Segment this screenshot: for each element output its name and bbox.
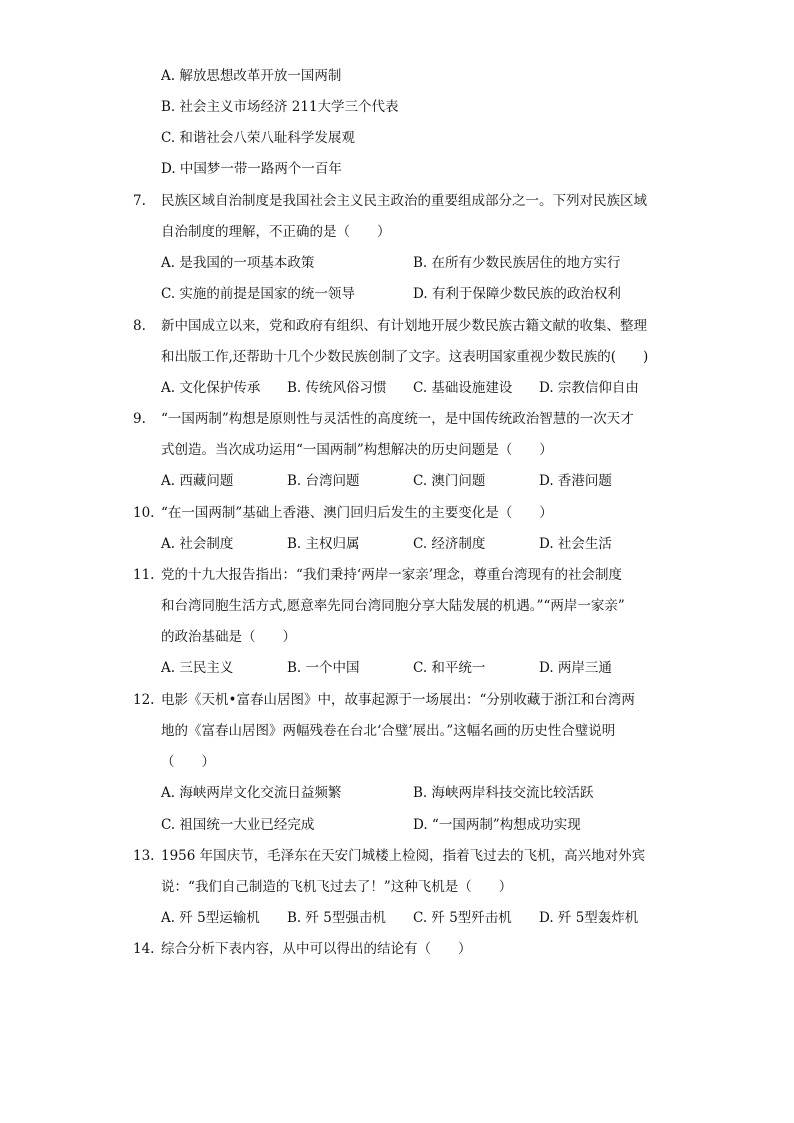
q7-option-d: D. 有利于保障少数民族的政治权利 — [413, 286, 621, 302]
q10-option-a: A. 社会制度 — [161, 536, 234, 552]
q7-option-a: A. 是我国的一项基本政策 — [161, 255, 315, 271]
q13-option-a: A. 歼 5型运输机 — [161, 910, 260, 926]
q12-stem-line-3: （ ） — [161, 754, 215, 770]
q9-stem-line-1: “一国两制”构想是原则性与灵活性的高度统一，是中国传统政治智慧的一次天才 — [161, 411, 634, 427]
q12-stem-line-1: 电影《天机•富春山居图》中，故事起源于一场展出：“分别收藏于浙江和台湾两 — [161, 692, 635, 708]
q8-stem-line-1: 新中国成立以来，党和政府有组织、有计划地开展少数民族古籍文献的收集、整理 — [161, 318, 647, 334]
q11-option-c: C. 和平统一 — [413, 660, 486, 676]
q11-stem-line-2: 和台湾同胞生活方式,愿意率先同台湾同胞分享大陆发展的机遇。”“两岸一家亲” — [161, 598, 625, 614]
q6-option-b: B. 社会主义市场经济 211大学三个代表 — [161, 99, 399, 115]
q9-option-a: A. 西藏问题 — [161, 473, 234, 489]
q14-stem-line-1: 综合分析下表内容，从中可以得出的结论有（ ） — [161, 941, 472, 957]
q13-number: 13. — [133, 848, 155, 864]
q11-option-d: D. 两岸三通 — [539, 660, 612, 676]
q12-option-a: A. 海峡两岸文化交流日益频繁 — [161, 785, 342, 801]
q10-number: 10. — [133, 505, 155, 521]
q9-number: 9. — [133, 411, 146, 427]
q11-stem-line-1: 党的十九大报告指出：“我们秉持‘两岸一家亲’理念，尊重台湾现有的社会制度 — [161, 567, 622, 583]
q9-option-d: D. 香港问题 — [539, 473, 612, 489]
q7-stem-line-2: 自治制度的理解，不正确的是（ ） — [161, 224, 391, 240]
q9-stem-line-2: 式创造。当次成功运用“一国两制”构想解决的历史问题是（ ） — [161, 442, 553, 458]
q8-option-d: D. 宗教信仰自由 — [539, 380, 639, 396]
q12-number: 12. — [133, 692, 155, 708]
q7-option-c: C. 实施的前提是国家的统一领导 — [161, 286, 355, 302]
q13-option-b: B. 歼 5型强击机 — [287, 910, 386, 926]
q6-option-a: A. 解放思想改革开放一国两制 — [161, 68, 342, 84]
q12-stem-line-2: 地的《富春山居图》两幅残卷在台北‘合璧’展出。”这幅名画的历史性合璧说明 — [161, 723, 616, 739]
q8-option-b: B. 传统风俗习惯 — [287, 380, 387, 396]
q10-option-b: B. 主权归属 — [287, 536, 360, 552]
q10-stem-line-1: “在一国两制”基础上香港、澳门回归后发生的主要变化是（ ） — [161, 505, 553, 521]
q9-option-b: B. 台湾问题 — [287, 473, 360, 489]
q10-option-c: C. 经济制度 — [413, 536, 486, 552]
q13-option-c: C. 歼 5型歼击机 — [413, 910, 512, 926]
q11-stem-line-3: 的政治基础是（ ） — [161, 629, 296, 645]
q12-option-d: D. “一国两制”构想成功实现 — [413, 817, 581, 833]
q11-option-b: B. 一个中国 — [287, 660, 360, 676]
q12-option-c: C. 祖国统一大业已经完成 — [161, 817, 315, 833]
q6-option-d: D. 中国梦一带一路两个一百年 — [161, 161, 342, 177]
q12-option-b: B. 海峡两岸科技交流比较活跃 — [413, 785, 594, 801]
q9-option-c: C. 澳门问题 — [413, 473, 486, 489]
q8-stem-line-2: 和出版工作,还帮助十几个少数民族创制了文字。这表明国家重视少数民族的( ) — [161, 349, 649, 365]
q13-stem-line-2: 说：“我们自己制造的飞机飞过去了！”这种飞机是（ ） — [161, 879, 513, 895]
q7-stem-line-1: 民族区域自治制度是我国社会主义民主政治的重要组成部分之一。下列对民族区域 — [161, 193, 647, 209]
q13-option-d: D. 歼 5型轰炸机 — [539, 910, 639, 926]
q8-option-c: C. 基础设施建设 — [413, 380, 513, 396]
q8-number: 8. — [133, 318, 146, 334]
q13-stem-line-1: 1956 年国庆节，毛泽东在天安门城楼上检阅，指着飞过去的飞机，高兴地对外宾 — [161, 848, 646, 864]
q10-option-d: D. 社会生活 — [539, 536, 612, 552]
q11-option-a: A. 三民主义 — [161, 660, 234, 676]
q14-number: 14. — [133, 941, 155, 957]
q11-number: 11. — [133, 567, 155, 583]
q7-number: 7. — [133, 193, 146, 209]
q8-option-a: A. 文化保护传承 — [161, 380, 261, 396]
q6-option-c: C. 和谐社会八荣八耻科学发展观 — [161, 130, 355, 146]
q7-option-b: B. 在所有少数民族居住的地方实行 — [413, 255, 621, 271]
